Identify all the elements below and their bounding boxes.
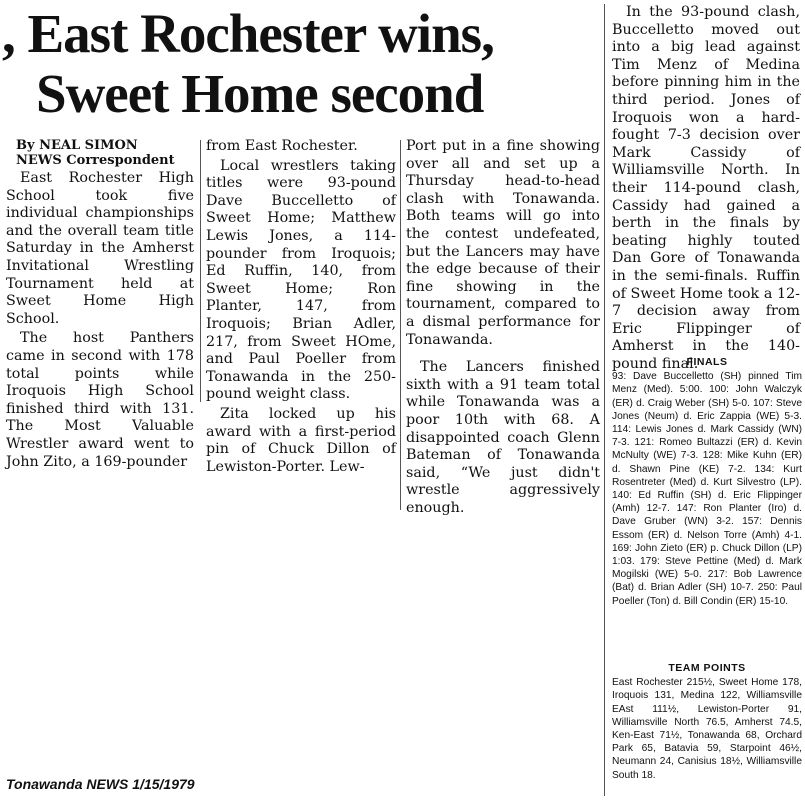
finals-results: [612, 356, 802, 608]
headline-line1: East Rochester wins,: [27, 3, 494, 64]
byline-author: By NEAL SIMON: [16, 138, 138, 153]
source-credit: Tonawanda NEWS 1/15/1979: [6, 776, 195, 792]
column-rule: [604, 4, 605, 796]
paragraph: Port put in a fine showing over all and set up a Thursday head-to-head clash with Tonawanda. Both teams will go into the contest undefeated, but the Lancers may have the edge because of their fine showing in the tournament, compared to a dismal performance for Tonawanda.: [406, 138, 600, 348]
paragraph: In the 93-pound clash, Buccelletto moved out into a big lead against Tim Menz of Medina before pinning him in the third period. Jones of Iroquois won a hard-fought 7-3 decision over Mark Cassidy of Williamsville North. In their 114-pound clash, Cassidy had gained a berth in the finals by beating highly touted Dan Gore of Tonawanda in the semi-finals. Ruffin of Sweet Home took a 12-7 decision away from Eric Flippinger of Amherst in the 140-pound final.: [612, 4, 800, 372]
finals-text: 93: Dave Buccelletto (SH) pinned Tim Menz (Med). 5:00. 100: John Walczyk (ER) d. Craig Weber (SH) 5-0. 107: Steve Jones (Neum) d. Eric Zappia (WE) 5-3. 114: Lewis Jones d. Mark Cassidy (WN) 7-3. 121: Romeo Bultazzi (ER) d. Kevin McNulty (WE) 7-3. 128: Mike Kuhn (ER) d. Shawn Pine (KE) 7-2. 134: Kurt Rosentreter (Med) d. Kurt Silvestro (LP). 140: Ed Ruffin (SH) d. Eric Flippinger (Amh) 12-7. 147: Ron Planter (Iro) d. Dave Gruber (WN) 3-2. 157: Dennis Essom (ER) d. Nelson Torre (Amh) 4-1. 169: John Zieto (ER) p. Chuck Dillon (LP) 1:03. 179: Steve Pettine (Med) d. Mark Mogilski (WE) 5-0. 217: Bob Lawrence (Bat) d. Brian Adler (SH) 10-7. 250: Paul Poeller (Ton) d. Bill Condin (ER) 15-10.: [612, 371, 802, 607]
column-rule: [400, 140, 401, 510]
finals-heading: FINALS: [686, 356, 728, 368]
headline-line2: Sweet Home second: [36, 63, 484, 124]
paragraph: East Rochester High School took five individual championships and the overall team title Saturday in the Amherst Invitational Wrestling Tournament held at Sweet Home High School.: [6, 170, 194, 327]
article-column-1: [6, 138, 194, 471]
team-points-heading: TEAM POINTS: [668, 662, 746, 674]
byline-role: NEWS Correspondent: [16, 153, 175, 168]
headline: [2, 4, 598, 124]
column-rule: [200, 140, 201, 402]
article-column-3: [406, 138, 600, 517]
paragraph: Local wrestlers taking titles were 93-pound Dave Buccelletto of Sweet Home; Matthew Lewis Jones, a 114-pounder from Iroquois; Ed Ruffin, 140, from Sweet Home; Ron Planter, 147, from Iroquois; Brian Adler, 217, from Sweet HOme, and Paul Poeller from Tonawanda in the 250-pound weight class.: [206, 157, 396, 403]
paragraph: The Lancers finished sixth with a 91 team total while Tonawanda was a poor 10th with 68. A disappointed coach Glenn Bateman of Tonawanda said, “We just didn't wrestle aggressively enough.: [406, 359, 600, 516]
paragraph: Zita locked up his award with a first-period pin of Chuck Dillon of Lewiston-Porter. Lew-: [206, 405, 396, 475]
paragraph: from East Rochester.: [206, 138, 358, 154]
team-points: [612, 662, 802, 782]
paragraph: The host Panthers came in second with 178 total points while Iroquois High School finished third with 131. The Most Valuable Wrestler award went to John Zito, a 169-pounder: [6, 330, 194, 470]
headline-bullet: ,: [2, 3, 15, 64]
article-column-2: [206, 138, 396, 476]
team-points-text: East Rochester 215½, Sweet Home 178, Iroquois 131, Medina 122, Williamsville EAst 111½, Lewiston-Porter 91, Williamsville North 76.5, Amherst 74.5, Ken-East 71½, Tonawanda 68, Orchard Park 65, Batavia 59, Starpoint 46½, Neumann 24, Canisius 18½, Williamsville South 18.: [612, 677, 802, 781]
article-column-4: [612, 4, 800, 373]
